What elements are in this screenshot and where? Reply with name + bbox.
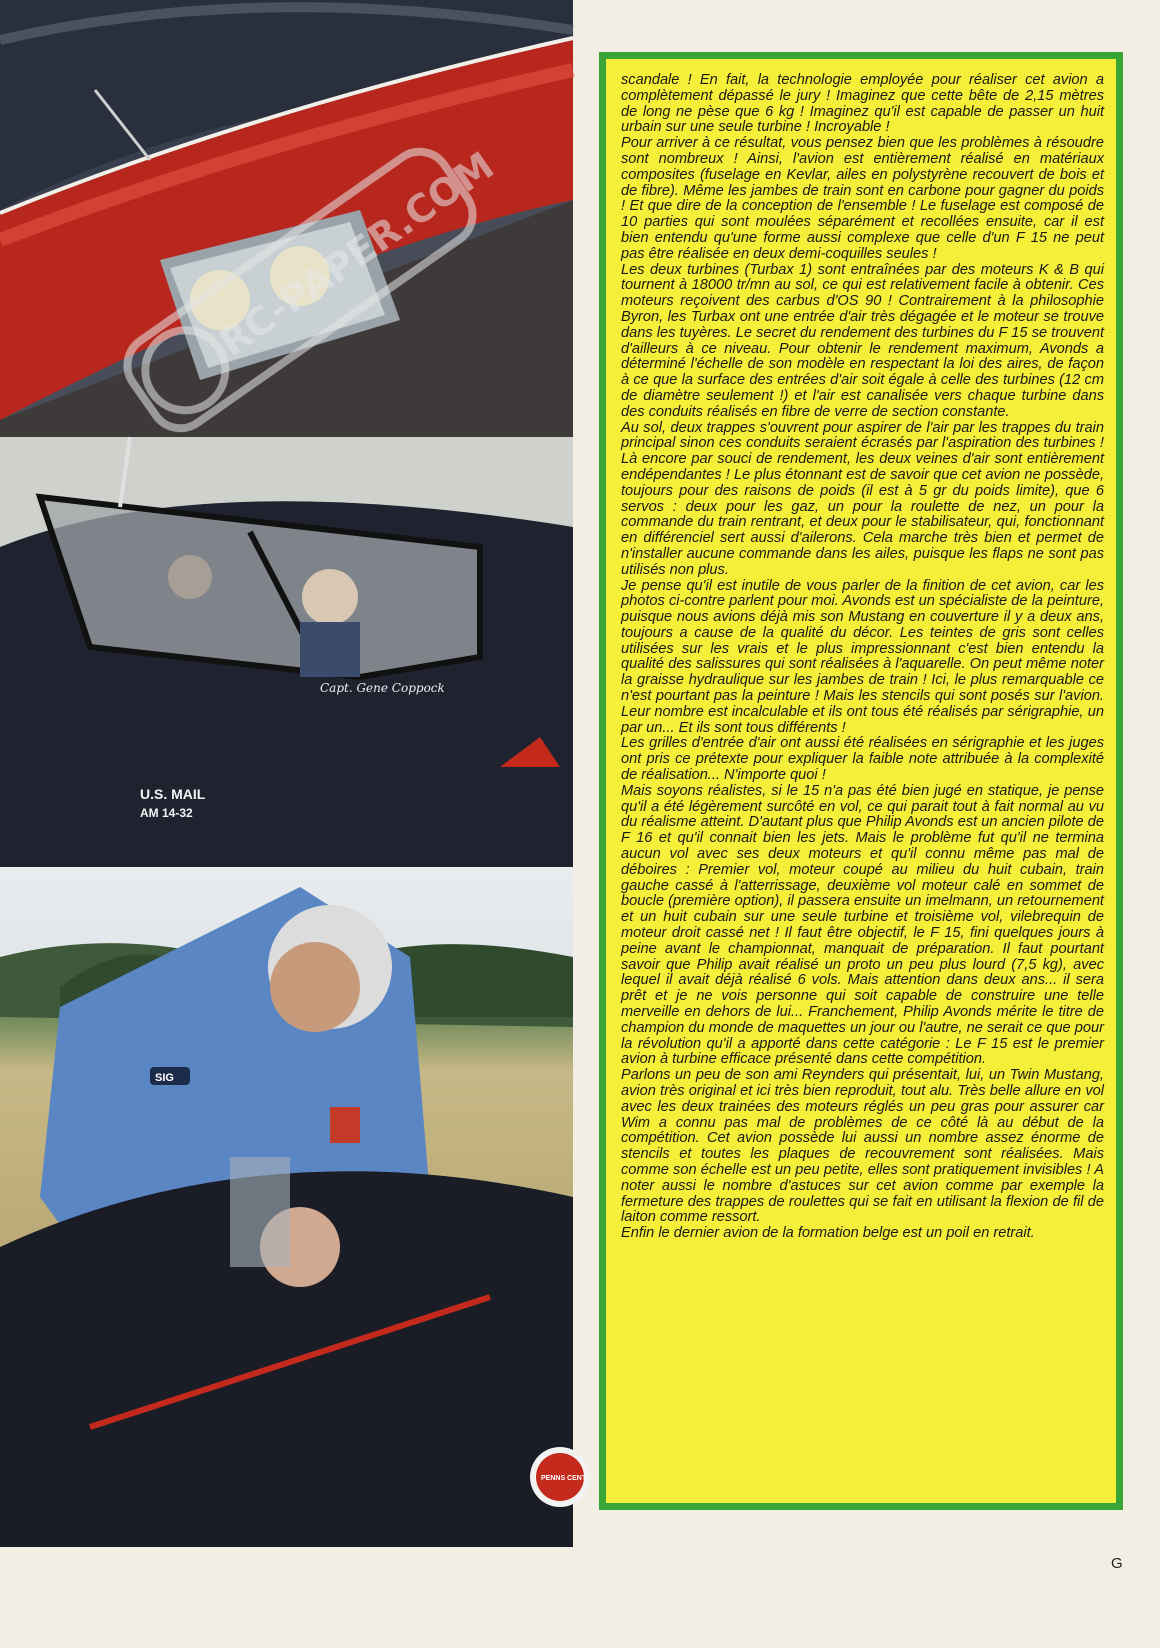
cockpit-image [0,437,573,867]
article-paragraph-3: Les deux turbines (Turbax 1) sont entraînées par des moteurs K & B qui tournent à 18000 tr/mn au sol, ce qui est relativement facile à obtenir. Ces moteurs reçoivent des carbus d'OS 90 ! Contrairement à la philosophie Byron, les Turbax ont une entrée d'air très dégagée et le moteur se trouve dans les tuyères. Le secret du rendement des turbines du F 15 se trouvent d'ailleurs à ce niveau. Pour obtenir le rendement maximum, Avonds a déterminé l'échelle de son modèle en respectant la loi des aires, de façon à ce que la surface des entrées d'air soit égale à celle des turbines (12 cm de diamètre seulement !) et l'air est canalisée vers chaque turbine dans des conduits réalisés en fibre de verre de section constante. [621,261,1104,420]
page-margin [0,1547,573,1648]
article-paragraph-1: scandale ! En fait, la technologie employée pour réaliser cet avion a complètement dépassé le jury ! Imaginez que cette bête de 2,15 mètres de long ne pèse que 6 kg ! Imaginez qu'il est capable de passer un huit urbain sur une seule turbine ! Incroyable ! [621,72,1104,136]
article-paragraph-2: Pour arriver à ce résultat, vous pensez bien que les problèmes à résoudre sont nombreux ! Ainsi, l'avion est entièrement réalisé en matériaux composites (fuselage en Kevlar, ailes en polystyrène recouvert de bois et de fibre). Même les jambes de train sont en carbone pour gagner du poids ! Et que dire de la conception de l'ensemble ! Le fuselage est composé de 10 parties qui sont moulées séparément et recollées ensuite, car il est bien entendu qu'une forme aussi complexe que celle d'un F 15 ne peut pas être réalisée en deux demi-coquilles seules ! [621,135,1104,262]
article-paragraph-5: Je pense qu'il est inutile de vous parler de la finition de cet avion, car les photos ci-contre parlent pour moi. Avonds est un spécialiste de la peinture, puisque nous avions déjà mis son Mustang en couverture il y a deux ans, toujours a cause de la qualité du décor. Les teintes de gris sont celles utilisées sur les vrais et le plus impressionnant c'est bien entendu la qualité des salissures qui sont réalisées à l'aquarelle. On peut même noter la graisse hydraulique sur les jambes de train ! Ici, le plus remarquable ce n'est pourtant pas la peinture ! Mais les stencils qui sont posés sur l'avion. Leur nombre est incalculable et ils ont tous été réalisés par sérigraphie, un par un... Et ils sont tous différents ! [621,577,1104,736]
modeler-image [0,867,587,1547]
article-paragraph-6: Les grilles d'entrée d'air ont aussi été réalisées en sérigraphie et les juges ont pris ce prétexte pour expliquer la faible note attribuée à la complexité de réalisation... N'importe quoi ! [621,735,1104,784]
article-paragraph-9: Enfin le dernier avion de la formation belge est un poil en retrait. [621,1225,1035,1242]
airmail-route-lettering: AM 14-32 [140,806,193,820]
decal-lettering: PENNS CENT [541,1475,587,1482]
sig-patch-lettering: SIG [155,1072,174,1084]
photo-cockpit [0,437,573,867]
us-mail-lettering: U.S. MAIL [140,786,206,802]
photo-modeler [0,867,587,1547]
article-paragraph-8: Parlons un peu de son ami Reynders qui présentait, lui, un Twin Mustang, avion très original et ici très bien reproduit, tout alu. Très belle allure en vol avec les deux trainées des moteurs réglés un peu gras pour assurer car Wim a connu pas mal de problèmes de ce côté là au début de la compétition. Cet avion possède lui aussi un nombre assez énorme de stencils et toutes les plaques de recouvrement sont réalisées. Mais comme son échelle est un peu petite, elles sont pratiquement invisibles ! A noter aussi le nombre d'astuces sur cet avion comme par exemple la fermeture des trappes de roulettes qui se fait en utilisant la flexion de fil de laiton comme ressort. [621,1067,1104,1226]
article-body [621,73,1104,1242]
article-paragraph-4: Au sol, deux trappes s'ouvrent pour aspirer de l'air par les trappes du train principal sinon ces conduits seraient écrasés par l'aspiration des turbines ! Là encore par souci de rendement, les deux veines d'air sont entièrement endépendantes ! Le plus étonnant est de savoir que cet avion ne possède, toujours pour des raisons de poids (il est à 5 gr du poids limite), que 6 servos : deux pour les gaz, un pour la roulette de nez, un pour la commande du train rentrant, et deux pour le stabilisateur, qui, fonctionnant en différenciel sert aussi d'ailerons. Cela marche très bien et permet de n'installer aucune commande dans les ailes, puisque les flaps ne sont pas utilisés non plus. [621,419,1104,578]
rc-paper-watermark [90,110,510,470]
article-text-panel [599,52,1123,1510]
pilot-name-lettering: Capt. Gene Coppock [320,681,445,695]
page-letter: G [1111,1555,1123,1572]
article-paragraph-7: Mais soyons réalistes, si le 15 n'a pas été bien jugé en statique, je pense qu'il a été légèrement surcôté en vol, ce qui parait tout à fait normal au vu du réalisme atteint. D'autant plus que Philip Avonds est un ancien pilote de F 16 et qu'il connait bien les jets. Mais le problème fut qu'il ne termina aucun vol avec ses deux moteurs et qu'il connu même pas mal de déboires : Premier vol, moteur coupé au milieu du huit cubain, train gauche cassé à l'atterrissage, deuxième vol moteur calé en sommet de boucle (première option), il passera ensuite un imelmann, un retournement et un huit cubain sur une seule turbine et troisième vol, vilebrequin de moteur droit cassé net ! Il faut être objectif, le F 15, fini quelques jours à peine avant le championnat, manquait de préparation. Il faut pourtant savoir que Philip avait réalisé un proto un peu plus lourd (7,5 kg), avec lequel il avait déjà réalisé 6 vols. Mais attention dans deux ans... il sera prêt et je ne vois personne qui soit capable de construire une telle merveille en dehors de lui... Franchement, Philip Avonds mérite le titre de champion du monde de maquettes un jour ou l'autre, ne serait ce que pour la révolution qu'il a apporté dans cette catégorie : Le F 15 est le premier avion à turbine efficace présenté dans cette compétition. [621,782,1104,1068]
watermark-text: RC-PAPER.COM [211,143,502,365]
